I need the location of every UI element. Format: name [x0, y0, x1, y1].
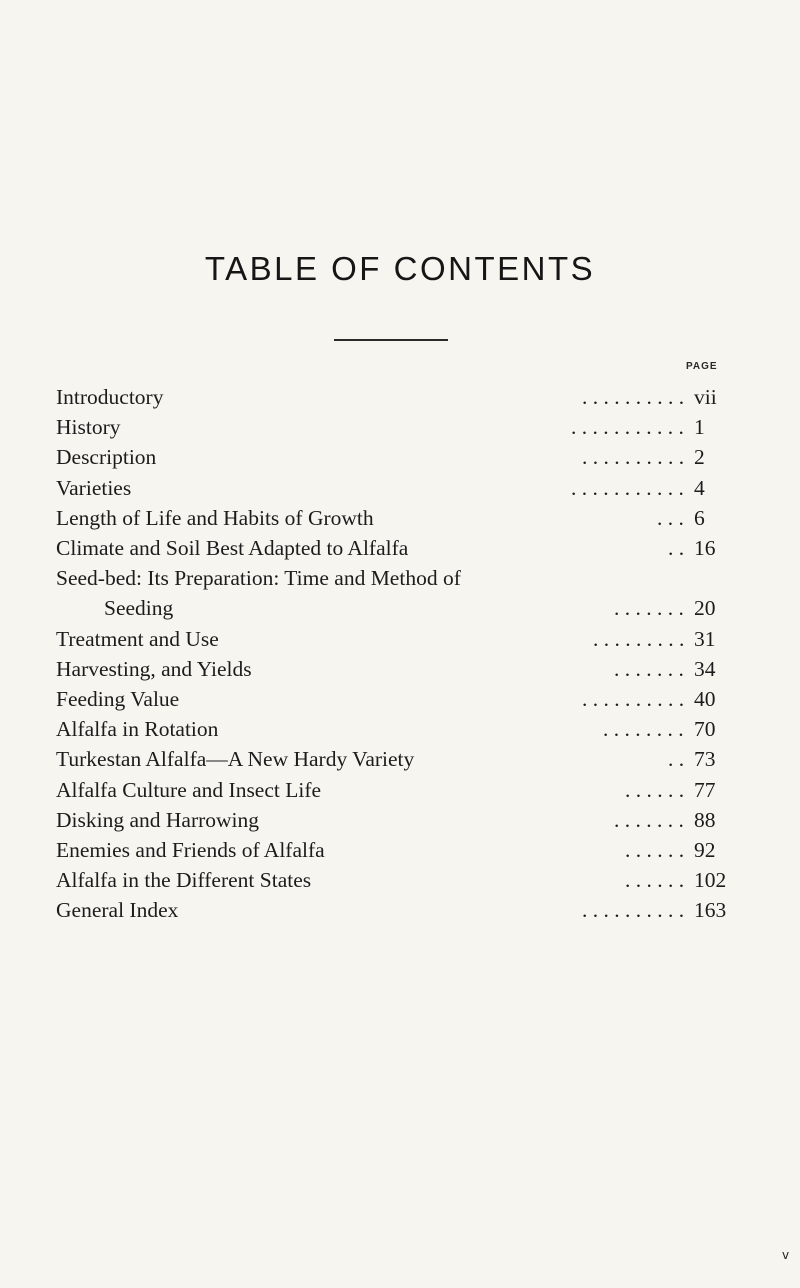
toc-entry-title: Enemies and Friends of Alfalfa — [56, 838, 325, 862]
title-rule — [334, 339, 448, 341]
toc-entry — [56, 627, 746, 657]
toc-entry — [56, 385, 746, 415]
toc-entry — [56, 566, 746, 596]
toc-entry-title: Climate and Soil Best Adapted to Alfalfa — [56, 536, 409, 560]
toc-leader-dots: . . . . . . — [625, 838, 685, 862]
toc-entry — [56, 506, 746, 536]
toc-leader-dots: . . . . . . . — [614, 656, 684, 681]
toc-leader-dots: . . . . . . . . . . — [582, 385, 685, 409]
toc-entry — [56, 868, 746, 898]
toc-entry — [56, 536, 746, 566]
toc-page-number: 88 — [694, 807, 716, 832]
toc-page-number: 92 — [694, 838, 716, 862]
toc-page-number: vii — [694, 385, 717, 409]
toc-page-number: 31 — [694, 626, 716, 651]
toc-leader-dots: . . . . . . . — [614, 807, 684, 832]
toc-entry — [56, 687, 746, 717]
toc-entry — [56, 898, 746, 928]
toc-page-number: 34 — [694, 656, 716, 681]
toc-leader-dots: . . — [668, 536, 685, 560]
toc-entry-title: Introductory — [56, 385, 164, 409]
toc-page-number: 163 — [694, 898, 727, 923]
toc-entry-title: Alfalfa in the Different States — [56, 868, 312, 893]
toc-entry-title: Feeding Value — [56, 687, 180, 711]
toc-entry — [56, 476, 746, 506]
toc-page-number: 6 — [694, 505, 705, 530]
toc-entry-title: Seed-bed: Its Preparation: Time and Method of — [56, 566, 461, 591]
toc-entry-title: Harvesting, and Yields — [56, 656, 252, 681]
toc-leader-dots: . . . . . . . . . — [593, 626, 685, 651]
toc-entry — [56, 778, 746, 808]
toc-leader-dots: . . . . . . — [625, 777, 685, 802]
toc-page-number: 102 — [694, 868, 727, 893]
toc-page-number: 4 — [694, 475, 705, 500]
toc-entry-title: General Index — [56, 898, 179, 923]
toc-page-number: 73 — [694, 747, 716, 772]
toc-page-number: 70 — [694, 717, 716, 742]
toc-entry-title: Seeding — [104, 596, 174, 621]
toc-leader-dots: . . . . . . . — [614, 596, 684, 621]
toc-entry-title: Alfalfa Culture and Insect Life — [56, 777, 322, 802]
toc-page-number: 2 — [694, 445, 705, 470]
toc-entry — [56, 445, 746, 475]
toc-leader-dots: . . — [668, 747, 685, 772]
page-title: TABLE OF CONTENTS — [204, 250, 596, 287]
toc-entry — [56, 415, 746, 445]
toc-entry-title: Length of Life and Habits of Growth — [56, 505, 374, 530]
toc-leader-dots: . . . — [657, 505, 684, 530]
toc-entry — [56, 808, 746, 838]
toc-entry-title: History — [56, 415, 121, 440]
toc-entry-title: Disking and Harrowing — [56, 807, 260, 832]
toc-page-number: 77 — [694, 777, 716, 802]
toc-leader-dots: . . . . . . — [625, 868, 685, 893]
toc-entry — [56, 596, 746, 626]
toc-page-number: 20 — [694, 596, 716, 621]
toc-entry-title: Varieties — [56, 475, 132, 500]
toc-entry-title: Turkestan Alfalfa—A New Hardy Variety — [56, 747, 415, 772]
toc-entry-title: Treatment and Use — [56, 626, 219, 651]
toc-entry — [56, 717, 746, 747]
toc-entry — [56, 657, 746, 687]
page-column-header: PAGE — [686, 361, 718, 372]
footer-mark: v — [782, 1248, 790, 1262]
toc-leader-dots: . . . . . . . . — [603, 717, 684, 742]
toc-page-number: 40 — [694, 687, 716, 711]
toc-leader-dots: . . . . . . . . . . — [582, 687, 685, 711]
toc-entry — [56, 747, 746, 777]
toc-entry — [56, 838, 746, 868]
toc-entry-title: Description — [56, 445, 157, 470]
toc-page-number: 1 — [694, 415, 705, 440]
toc-leader-dots: . . . . . . . . . . — [582, 445, 685, 470]
toc-leader-dots: . . . . . . . . . . — [582, 898, 685, 923]
toc-leader-dots: . . . . . . . . . . . — [571, 475, 684, 500]
toc-entry-title: Alfalfa in Rotation — [56, 717, 219, 742]
toc-page-number: 16 — [694, 536, 716, 560]
toc-leader-dots: . . . . . . . . . . . — [571, 415, 684, 440]
